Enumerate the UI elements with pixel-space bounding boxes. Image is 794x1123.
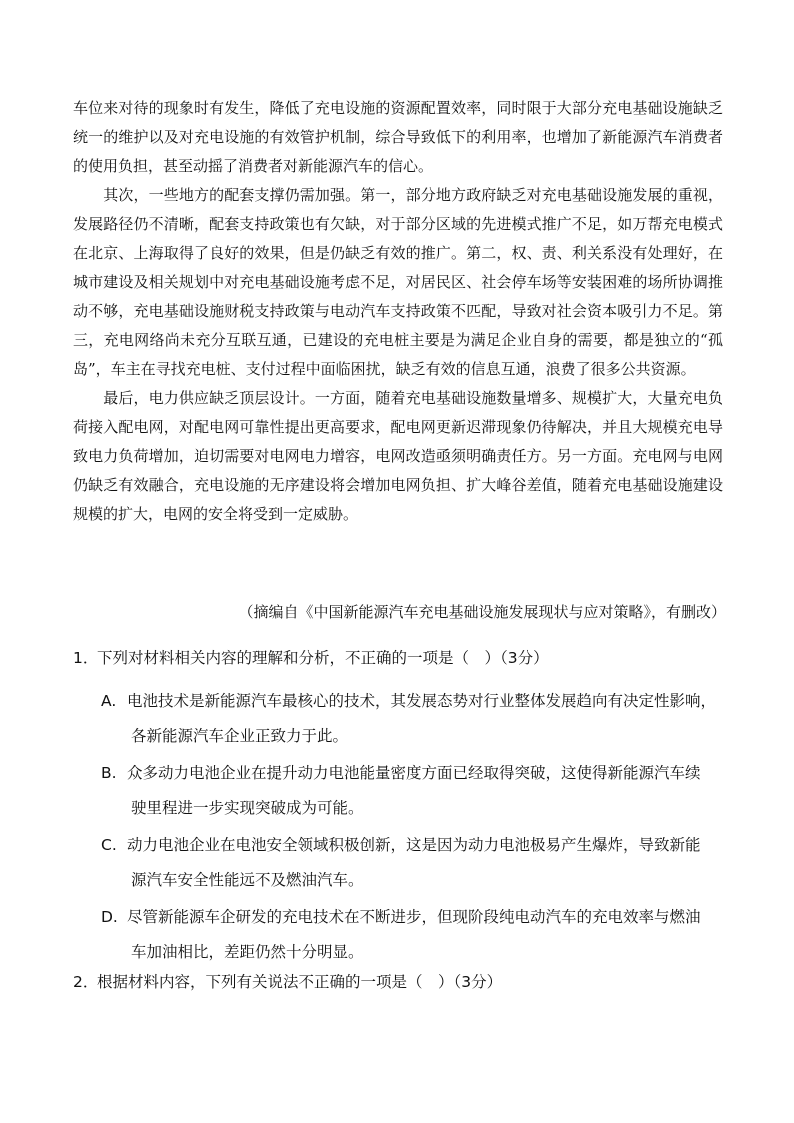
option-a-letter: A. bbox=[101, 692, 117, 710]
question-1-option-c[interactable] bbox=[101, 828, 731, 898]
question-1-option-a[interactable] bbox=[101, 684, 731, 754]
option-c-text-line-1: 动力电池企业在电池安全领域积极创新，这是因为动力电池极易产生爆炸，导致新能 bbox=[127, 836, 701, 854]
option-d-text-line-2: 车加油相比，差距仍然十分明显。 bbox=[131, 943, 364, 961]
option-b-text-line-2: 驶里程进一步实现突破成为可能。 bbox=[131, 799, 364, 817]
passage-paragraph-2: 其次，一些地方的配套支撑仍需加强。第一，部分地方政府缺乏对充电基础设施发展的重视，发展路径仍不清晰，配套支持政策也有欠缺，对于部分区域的先进模式推广不足，如万帮充电模式在北京、上海取得了良好的效果，但是仍缺乏有效的推广。第二，权、责、利关系没有处理好，在城市建设及相关规划中对充电基础设施考虑不足，对居民区、社会停车场等安装困难的场所协调推动不够，充电基础设施财税支持政策与电动汽车支持政策不匹配，导致对社会资本吸引力不足。第三，充电网络尚未充分互联互通，已建设的充电桩主要是为满足企业自身的需要，都是独立的“孤岛”，车主在寻找充电桩、支付过程中面临困扰，缺乏有效的信息互通，浪费了很多公共资源。 bbox=[73, 186, 723, 378]
reading-passage bbox=[73, 94, 723, 529]
passage-paragraph-3: 最后，电力供应缺乏顶层设计。一方面，随着充电基础设施数量增多、规模扩大，大量充电负荷接入配电网，对配电网可靠性提出更高要求，配电网更新迟滞现象仍待解决，并且大规模充电导致电力负荷增加，迫切需要对电网电力增容，电网改造亟须明确责任方。另一方面。充电网与电网仍缺乏有效融合，充电设施的无序建设将会增加电网负担、扩大峰谷差值，随着充电基础设施建设规模的扩大，电网的安全将受到一定威胁。 bbox=[73, 389, 723, 523]
option-d-letter: D. bbox=[101, 908, 118, 926]
question-2-stem: 根据材料内容，下列有关说法不正确的一项是（ ）（3分） bbox=[97, 973, 503, 991]
option-a-text-line-1: 电池技术是新能源汽车最核心的技术，其发展态势对行业整体发展趋向有决定性影响， bbox=[127, 692, 717, 710]
question-1-option-d[interactable] bbox=[101, 900, 731, 970]
question-1-number: 1． bbox=[73, 649, 99, 667]
option-b-letter: B. bbox=[101, 764, 117, 782]
question-1 bbox=[73, 646, 733, 670]
option-d-text-line-1: 尽管新能源车企研发的充电技术在不断进步，但现阶段纯电动汽车的充电效率与燃油 bbox=[127, 908, 701, 926]
option-a-text-line-2: 各新能源汽车企业正致力于此。 bbox=[131, 727, 349, 745]
option-c-text-line-2: 源汽车安全性能远不及燃油汽车。 bbox=[131, 871, 364, 889]
passage-source-citation: （摘编自《中国新能源汽车充电基础设施发展现状与应对策略》，有删改） bbox=[238, 603, 726, 621]
question-1-stem: 下列对材料相关内容的理解和分析，不正确的一项是（ ）（3分） bbox=[97, 649, 549, 667]
passage-paragraph-1: 车位来对待的现象时有发生，降低了充电设施的资源配置效率，同时限于大部分充电基础设施缺乏统一的维护以及对充电设施的有效管护机制，综合导致低下的利用率，也增加了新能源汽车消费者的使用负担，甚至动摇了消费者对新能源汽车的信心。 bbox=[73, 99, 723, 175]
question-2 bbox=[73, 970, 733, 994]
option-c-letter: C. bbox=[101, 836, 117, 854]
question-1-option-b[interactable] bbox=[101, 756, 731, 826]
option-b-text-line-1: 众多动力电池企业在提升动力电池能量密度方面已经取得突破，这使得新能源汽车续 bbox=[127, 764, 701, 782]
question-2-number: 2． bbox=[73, 973, 99, 991]
